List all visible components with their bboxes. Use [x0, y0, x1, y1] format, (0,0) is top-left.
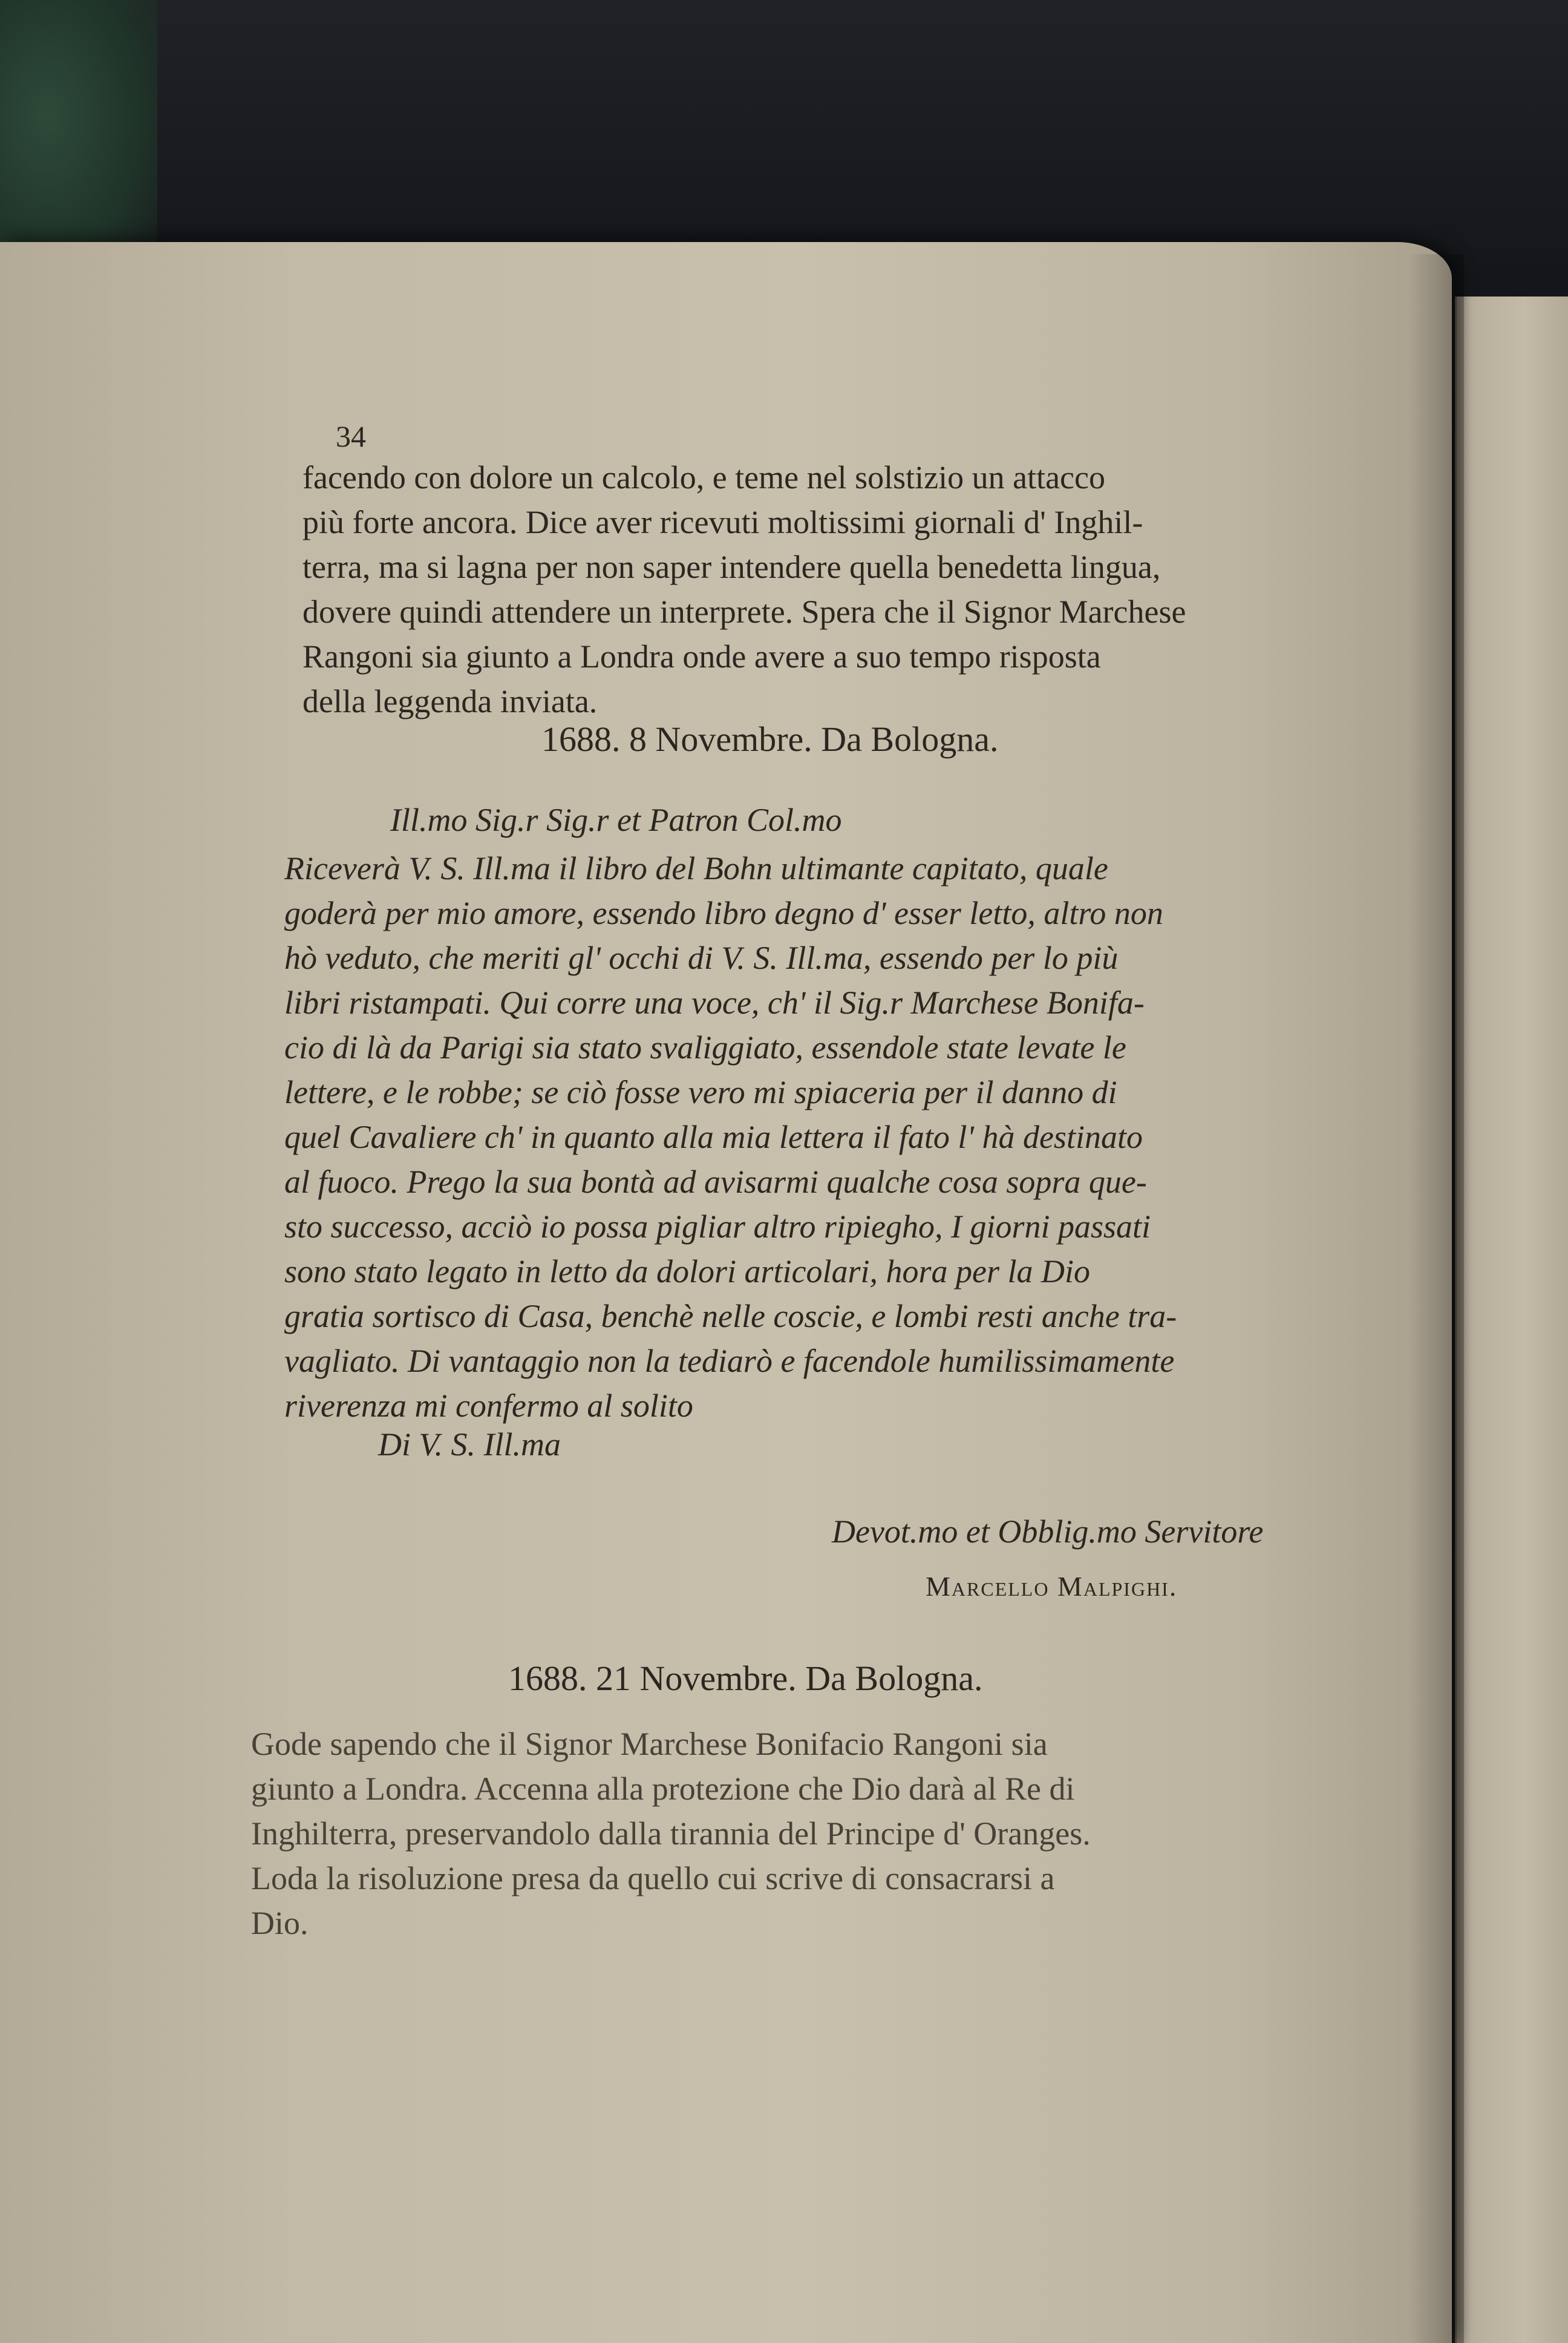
letter-1-heading: 1688. 8 Novembre. Da Bologna. — [541, 719, 999, 759]
letter-line: vagliato. Di vantaggio non la tediarò e facendole humilissimamente — [284, 1343, 1175, 1379]
letter-line: riverenza mi confermo al solito — [284, 1388, 693, 1424]
letter-line: libri ristampati. Qui corre una voce, ch' il Sig.r Marchese Bonifa- — [284, 985, 1145, 1021]
page-number: 34 — [336, 419, 366, 453]
letter-line: sto successo, acciò io possa pigliar altro ripiegho, I giorni passati — [284, 1208, 1151, 1245]
letter-line: hò veduto, che meriti gl' occhi di V. S. Ill.ma, essendo per lo più — [284, 940, 1119, 976]
letter-2-heading: 1688. 21 Novembre. Da Bologna. — [508, 1659, 983, 1698]
letter-line: Riceverà V. S. Ill.ma il libro del Bohn ultimante capitato, quale — [284, 850, 1108, 886]
letter-line: al fuoco. Prego la sua bontà ad avisarmi qualche cosa sopra que- — [284, 1164, 1147, 1200]
text-line: Dio. — [251, 1905, 309, 1941]
summary-paragraph-1 — [302, 455, 1186, 724]
text-line: Gode sapendo che il Signor Marchese Bonifacio Rangoni sia — [251, 1726, 1048, 1762]
facing-page — [1455, 297, 1568, 2343]
text-line: terra, ma si lagna per non saper intendere quella benedetta lingua, — [302, 549, 1161, 585]
letter-line: lettere, e le robbe; se ciò fosse vero mi spiaceria per il danno di — [284, 1074, 1117, 1110]
letter-line: quel Cavaliere ch' in quanto alla mia lettera il fato l' hà destinato — [284, 1119, 1143, 1155]
letter-1-closing: Di V. S. Ill.ma — [378, 1426, 561, 1463]
letter-1-salutation: Ill.mo Sig.r Sig.r et Patron Col.mo — [390, 802, 842, 838]
text-line: giunto a Londra. Accenna alla protezione che Dio darà al Re di — [251, 1771, 1075, 1807]
letter-line: gratia sortisco di Casa, benchè nelle coscie, e lombi resti anche tra- — [284, 1298, 1177, 1334]
signature-title: Devot.mo et Obblig.mo Servitore — [832, 1513, 1264, 1550]
letter-line: goderà per mio amore, essendo libro degno d' esser letto, altro non — [284, 895, 1163, 931]
text-line: della leggenda inviata. — [302, 683, 598, 719]
letter-1-body — [284, 846, 1177, 1428]
letter-line: sono stato legato in letto da dolori articolari, hora per la Dio — [284, 1253, 1091, 1289]
text-line: Rangoni sia giunto a Londra onde avere a suo tempo risposta — [302, 638, 1101, 675]
letter-line: cio di là da Parigi sia stato svaliggiato, essendole state levate le — [284, 1029, 1126, 1066]
text-line: Loda la risoluzione presa da quello cui scrive di consacrarsi a — [251, 1860, 1055, 1896]
text-line: facendo con dolore un calcolo, e teme nel solstizio un attacco — [302, 459, 1105, 496]
signature-name: Marcello Malpighi. — [926, 1571, 1178, 1602]
page-curl-shadow — [1410, 254, 1464, 2343]
text-line: più forte ancora. Dice aver ricevuti moltissimi giornali d' Inghil- — [302, 504, 1143, 540]
text-line: dovere quindi attendere un interprete. Spera che il Signor Marchese — [302, 594, 1186, 630]
text-line: Inghilterra, preservandolo dalla tirannia del Principe d' Oranges. — [251, 1815, 1091, 1852]
summary-paragraph-2 — [251, 1722, 1091, 1945]
